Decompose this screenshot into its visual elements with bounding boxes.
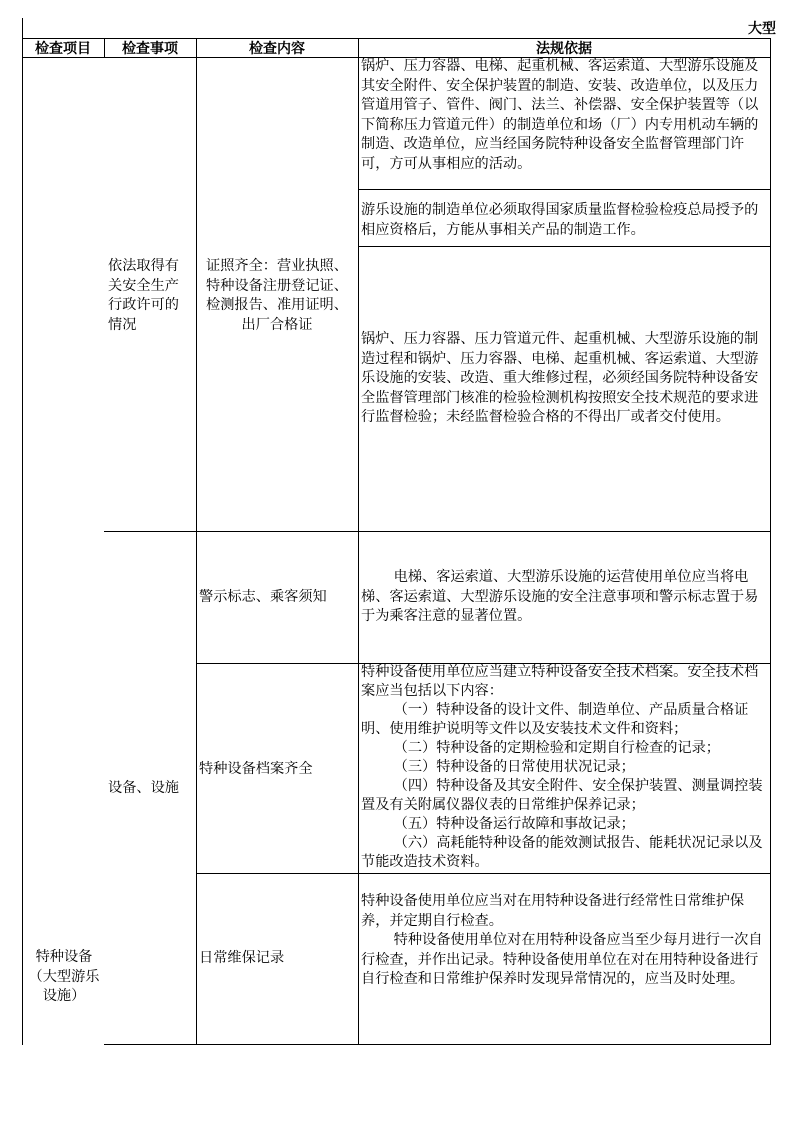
table-left-border xyxy=(22,18,23,1045)
law-paragraph: 特种设备使用单位对在用特种设备应当至少每月进行一次自行检查，并作出记录。特种设备使用单位在对在用特种设备进行自行检查和日常维护保养时发现异常情况的，应当及时处理。 xyxy=(361,932,763,987)
law-cell xyxy=(358,246,771,532)
law-cell xyxy=(358,531,771,664)
law-paragraph: （六）高耗能特种设备的能效测试报告、能耗状况记录以及节能改造技术资料。 xyxy=(361,835,763,870)
content-cell xyxy=(196,57,359,532)
law-paragraph: （三）特种设备的日常使用状况记录； xyxy=(393,759,635,775)
group-item-cell xyxy=(104,531,197,1045)
sheet-title: 大型 xyxy=(748,20,776,36)
law-cell xyxy=(358,873,771,1045)
law-text: 游乐设施的制造单位必须取得国家质量监督检验检疫总局授予的相应资格后，方能从事相关产品的制造工作。 xyxy=(361,202,759,238)
law-paragraph: （五）特种设备运行故障和事故记录； xyxy=(393,816,635,832)
content-text: 特种设备档案齐全 xyxy=(199,761,313,777)
content-text: 警示标志、乘客须知 xyxy=(199,589,327,605)
header-check-matter: 检查事项 xyxy=(104,38,197,58)
law-text: 电梯、客运索道、大型游乐设施的运营使用单位应当将电梯、客运索道、大型游乐设施的安全注意事项和警示标志置于易于为乘客注意的显著位置。 xyxy=(361,569,759,624)
law-cell xyxy=(358,663,771,874)
category-cell: 特种设备（大型游乐设施） xyxy=(28,949,100,1004)
law-paragraph: 特种设备使用单位应当对在用特种设备进行经常性日常维护保养，并定期自行检查。 xyxy=(361,893,745,929)
content-text: 证照齐全：营业执照、特种设备注册登记证、检测报告、准用证明、出厂合格证 xyxy=(206,258,348,333)
law-text: 锅炉、压力容器、压力管道元件、起重机械、大型游乐设施的制造过程和锅炉、压力容器、电梯、起重机械、客运索道、大型游乐设施的安装、改造、重大维修过程，必须经国务院特种设备安全监督管理部门核准的检验检测机构按照安全技术规范的要求进行监督检验；未经监督检验合格的不得出厂或者交付使用。 xyxy=(361,331,759,425)
law-paragraph: （一）特种设备的设计文件、制造单位、产品质量合格证明、使用维护说明等文件以及安装技术文件和资料； xyxy=(361,702,749,737)
content-cell xyxy=(196,663,359,874)
content-text: 日常维保记录 xyxy=(199,950,285,966)
group-item-cell xyxy=(104,57,197,532)
law-text-block xyxy=(361,892,765,990)
group-item-text: 依法取得有关安全生产行政许可的情况 xyxy=(108,258,179,333)
law-text-block xyxy=(361,663,765,872)
law-paragraph: （四）特种设备及其安全附件、安全保护装置、测量调控装置及有关附属仪器仪表的日常维护保养记录； xyxy=(361,778,763,813)
group-item-text: 设备、设施 xyxy=(108,780,179,796)
law-text: 锅炉、压力容器、电梯、起重机械、客运索道、大型游乐设施及其安全附件、安全保护装置的制造、安装、改造单位，以及压力管道用管子、管件、阀门、法兰、补偿器、安全保护装置等（以下简称压力管道元件）的制造单位和场（厂）内专用机动车辆的制造、改造单位，应当经国务院特种设备安全监督管理部门许可，方可从事相应的活动。 xyxy=(361,58,759,172)
law-paragraph: （二）特种设备的定期检验和定期自行检查的记录； xyxy=(393,740,720,756)
law-cell xyxy=(358,57,771,190)
content-cell xyxy=(196,531,359,664)
law-paragraph: 特种设备使用单位应当建立特种设备安全技术档案。安全技术档案应当包括以下内容： xyxy=(361,664,759,699)
header-legal-basis: 法规依据 xyxy=(358,38,771,58)
content-cell xyxy=(196,873,359,1045)
header-check-item: 检查项目 xyxy=(22,38,105,58)
law-cell xyxy=(358,189,771,247)
header-check-content: 检查内容 xyxy=(196,38,359,58)
